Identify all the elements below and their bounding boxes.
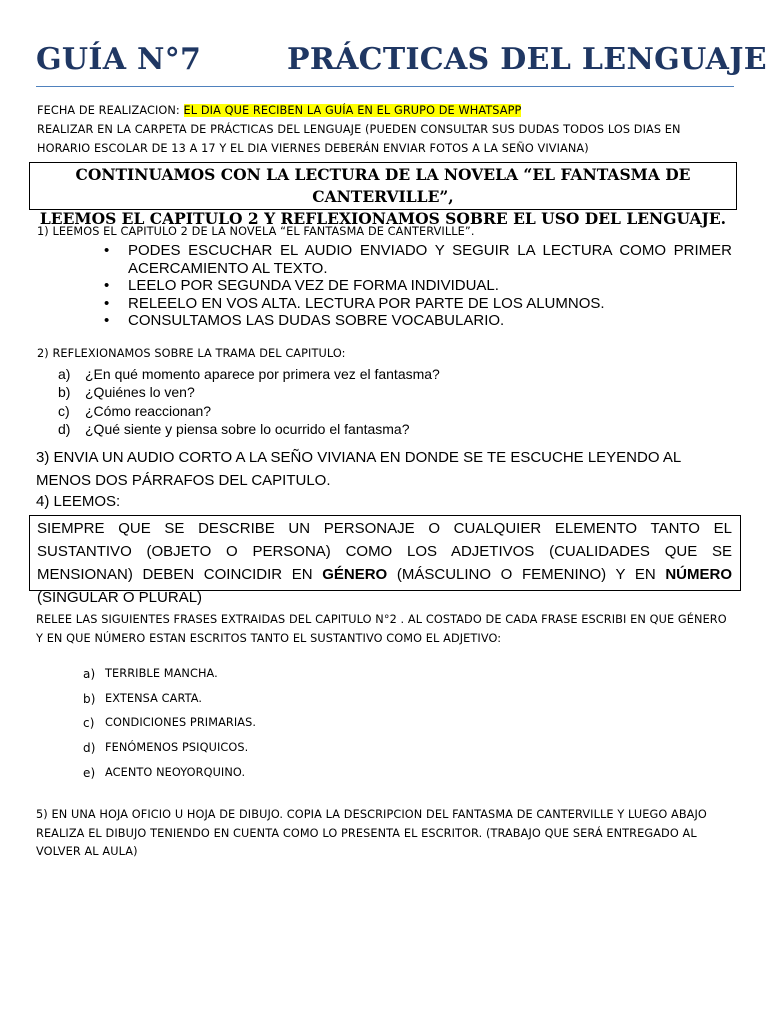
item-text: EXTENSA CARTA. <box>105 691 203 705</box>
phrase-item <box>83 713 256 738</box>
item-text: ¿Cómo reaccionan? <box>85 402 212 419</box>
phrase-item <box>83 738 256 763</box>
phrase-item <box>83 763 256 788</box>
item-letter: a) <box>58 366 71 382</box>
rule-keyword-genero: GÉNERO <box>322 566 388 583</box>
question-item <box>58 402 440 420</box>
item-letter: d) <box>83 741 96 756</box>
phrase-item <box>83 664 256 689</box>
instructions-line-1: REALIZAR EN LA CARPETA DE PRÁCTICAS DEL LENGUAJE (PUEDEN CONSULTAR SUS DUDAS TODOS LOS DIAS EN <box>37 123 681 136</box>
item-text: CONDICIONES PRIMARIAS. <box>105 716 257 730</box>
task-2-title: 2) REFLEXIONAMOS SOBRE LA TRAMA DEL CAPITULO: <box>37 347 346 360</box>
bullet-item: • RELEELO EN VOS ALTA. LECTURA POR PARTE DE LOS ALUMNOS. <box>100 295 732 313</box>
date-line <box>37 104 521 117</box>
bullet-item: • PODES ESCUCHAR EL AUDIO ENVIADO Y SEGUIR LA LECTURA COMO PRIMER ACERCAMIENTO AL TEXTO. <box>100 242 732 277</box>
bullet-item: • CONSULTAMOS LAS DUDAS SOBRE VOCABULARIO. <box>100 312 732 330</box>
item-letter: c) <box>83 716 95 731</box>
item-text: ACENTO NEOYORQUINO. <box>105 765 246 779</box>
phrase-list <box>83 664 256 787</box>
reading-title-box <box>29 162 737 228</box>
task-1-bullet-list <box>100 242 732 330</box>
task-4-title: 4) LEEMOS: <box>36 493 121 510</box>
item-text: ¿Qué siente y piensa sobre lo ocurrido el fantasma? <box>85 420 410 437</box>
reread-instruction: RELEE LAS SIGUIENTES FRASES EXTRAIDAS DEL CAPITULO N°2 . AL COSTADO DE CADA FRASE ESCRIBI EN QUE GÉNERO Y EN QUE NÚMERO ESTAN ESCRITOS TANTO EL SUSTANTIVO COMO EL ADJETIVO: <box>36 613 727 645</box>
item-letter: a) <box>83 667 96 681</box>
item-letter: d) <box>58 420 71 437</box>
date-label: FECHA DE REALIZACION: <box>37 104 184 117</box>
question-item <box>58 365 440 383</box>
reading-title-line-1: CONTINUAMOS CON LA LECTURA DE LA NOVELA “EL FANTASMA DE CANTERVILLE”, <box>75 165 691 206</box>
item-text: ¿Quiénes lo ven? <box>85 384 195 401</box>
subject-title: PRÁCTICAS DEL LENGUAJE <box>287 42 767 77</box>
instructions-line-2: HORARIO ESCOLAR DE 13 A 17 Y EL DIA VIERNES DEBERÁN ENVIAR FOTOS A LA SEÑO VIVIANA) <box>37 142 589 155</box>
item-letter: b) <box>83 691 96 706</box>
rule-text-part-1: SIEMPRE QUE SE DESCRIBE UN PERSONAJE O CUALQUIER ELEMENTO TANTO EL SUSTANTIVO (OBJETO O PERSONA) COMO LOS ADJETIVOS (CUALIDADES QUE SE MENSIONAN) DEBEN COINCIDIR EN <box>37 520 732 583</box>
item-text: ¿En qué momento aparece por primera vez el fantasma? <box>85 366 440 382</box>
guide-number-title: GUÍA N°7 <box>36 42 202 77</box>
question-item <box>58 383 440 401</box>
task-1-title: 1) LEEMOS EL CAPITULO 2 DE LA NOVELA “EL FANTASMA DE CANTERVILLE”. <box>37 225 475 238</box>
header-rule <box>36 86 734 87</box>
item-letter: c) <box>58 402 70 419</box>
item-text: FENÓMENOS PSIQUICOS. <box>105 741 249 755</box>
question-item <box>58 420 440 438</box>
item-letter: b) <box>58 384 71 401</box>
bullet-item: • LEELO POR SEGUNDA VEZ DE FORMA INDIVIDUAL. <box>100 277 732 295</box>
task-3-text: 3) ENVIA UN AUDIO CORTO A LA SEÑO VIVIANA EN DONDE SE TE ESCUCHE LEYENDO AL MENOS DOS PÁRRAFOS DEL CAPITULO. <box>36 449 681 489</box>
date-value-highlight: EL DIA QUE RECIBEN LA GUÍA EN EL GRUPO DE WHATSAPP <box>183 104 522 117</box>
document-header <box>36 42 767 86</box>
phrase-item <box>83 689 256 714</box>
rule-text-part-3: (SINGULAR O PLURAL) <box>37 589 203 606</box>
rule-keyword-numero: NÚMERO <box>665 566 733 583</box>
item-text: TERRIBLE MANCHA. <box>105 667 218 680</box>
item-letter: e) <box>83 765 96 780</box>
rule-text-part-2: (MÁSCULINO O FEMENINO) Y EN <box>387 566 666 583</box>
task-5-text: 5) EN UNA HOJA OFICIO U HOJA DE DIBUJO. COPIA LA DESCRIPCION DEL FANTASMA DE CANTERVILLE Y LUEGO ABAJO REALIZA EL DIBUJO TENIENDO EN CUENTA COMO LO PRESENTA EL ESCRITOR. (TRABAJO QUE SERÁ ENTREGADO AL VOLVER AL AULA) <box>36 808 707 858</box>
task-2-question-list <box>58 365 440 438</box>
grammar-rule-box <box>29 515 741 606</box>
reading-title-line-2: LEEMOS EL CAPITULO 2 Y REFLEXIONAMOS SOBRE EL USO DEL LENGUAJE. <box>39 209 727 228</box>
